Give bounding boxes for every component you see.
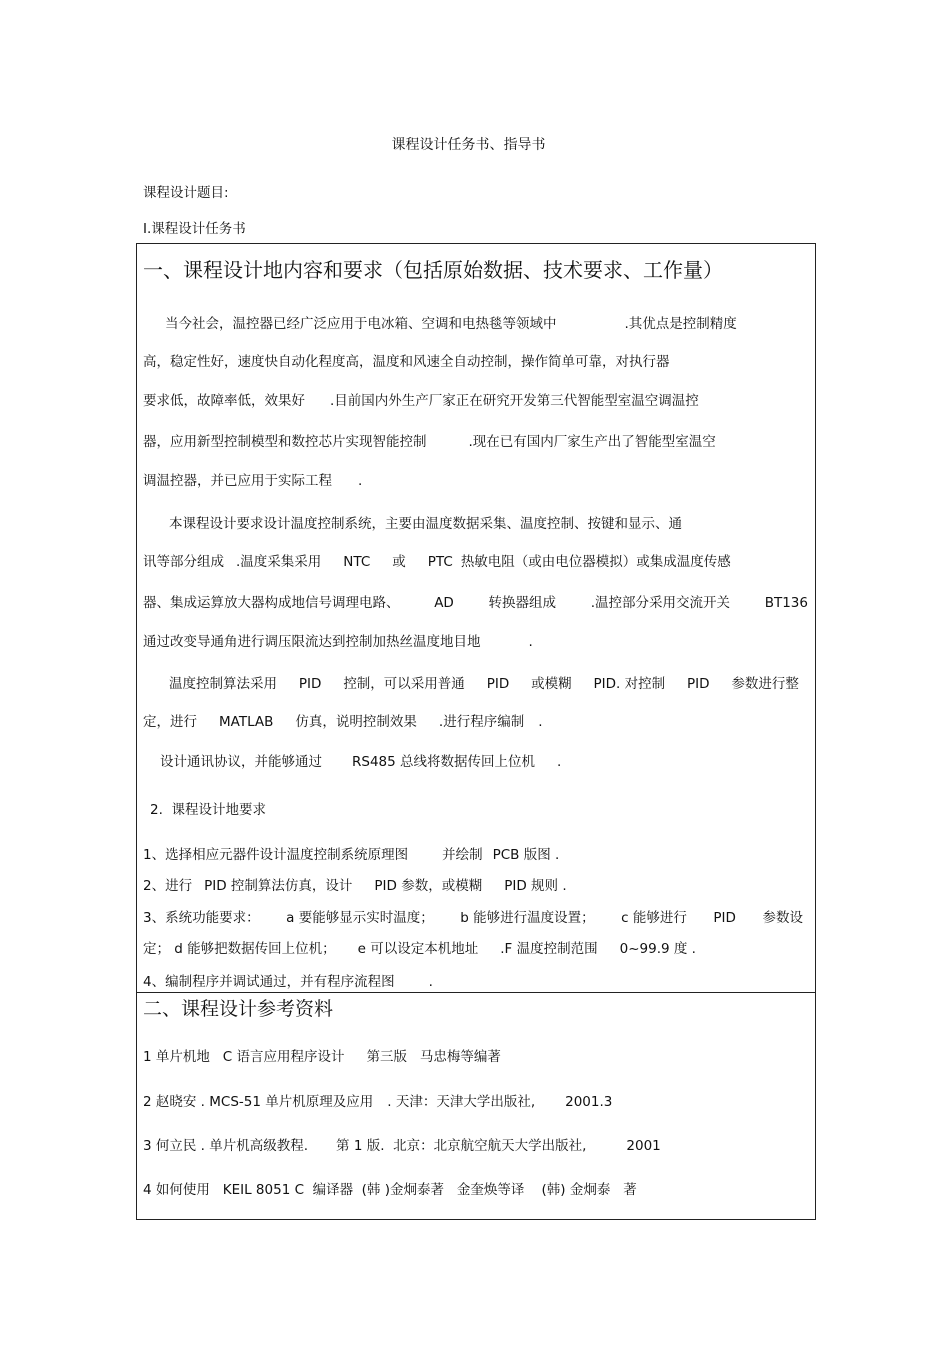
reference-2-text: 2001.3 [565, 1094, 613, 1110]
reference-3-text: 3 何立民 . 单片机高级教程. [143, 1138, 309, 1154]
req-item-3 [143, 909, 803, 927]
req-item-1-text: 1、选择相应元器件设计温度控制系统原理图 [143, 847, 409, 863]
section2-heading: 二、课程设计参考资料 [143, 998, 334, 1020]
p4-text: 设计通讯协议，并能够通过 [160, 754, 322, 770]
p2-line2-text: 或 [392, 554, 406, 570]
p2-line2-text: NTC [343, 554, 371, 570]
p1-line1-text: 当今社会，温控器已经广泛应用于电冰箱、空调和电热毯等领域中 [165, 316, 557, 332]
reference-3 [143, 1137, 808, 1155]
p2-line3-text: AD [434, 595, 454, 611]
p1-line5 [143, 472, 808, 490]
p2-line4-text: . [528, 634, 533, 650]
topic-label: 课程设计题目: [143, 185, 229, 201]
p2-line2-text: PTC [427, 554, 453, 570]
req-item-2-text: 2、进行 [143, 878, 193, 894]
p1-line5-text: 调温控器，并已应用于实际工程 [143, 473, 332, 489]
p1-line4 [143, 433, 808, 451]
req-item-3-text: 参数设 [762, 910, 803, 926]
document-title: 课程设计任务书、指导书 [391, 137, 546, 153]
req-item-2-text: PID 规则 . [504, 878, 567, 894]
section1-heading: 一、课程设计地内容和要求（包括原始数据、技术要求、工作量） [143, 258, 723, 282]
p3-line2-text: MATLAB [219, 714, 274, 730]
reference-1-text: 第三版 马忠梅等编著 [366, 1049, 501, 1065]
reference-1 [143, 1048, 808, 1066]
p2-line4 [143, 633, 808, 651]
p2-line2 [143, 553, 808, 571]
req-item-1-text: PCB 版图 . [492, 847, 560, 863]
p4-line [160, 753, 825, 771]
p1-line1-text: .其优点是控制精度 [624, 316, 737, 332]
req-item-3-text: .F 温度控制范围 [500, 941, 598, 957]
req-item-4-text: 4、编制程序并调试通过，并有程序流程图 [143, 974, 395, 990]
req-item-3-text: 3、系统功能要求： [143, 910, 260, 926]
req-item-3-text: e 可以设定本机地址 [357, 941, 479, 957]
p2-line3 [143, 594, 808, 612]
p3-line2-text: . [538, 714, 543, 730]
p3-line1-text: 参数进行整 [731, 676, 799, 692]
req-item-1-text: 并绘制 [442, 847, 483, 863]
reference-3-text: 2001 [626, 1138, 661, 1154]
req-item-3-text: PID [713, 910, 736, 926]
p4-text: . [557, 754, 562, 770]
req-item-3-text: 0~99.9 度 . [619, 941, 696, 957]
p2-line2-text: 讯等部分组成 [143, 554, 224, 570]
reference-1-text: 1 单片机地 C 语言应用程序设计 [143, 1049, 345, 1065]
req-item-2 [143, 877, 808, 895]
p1-line3-text: 要求低，故障率低，效果好 [143, 393, 305, 409]
p3-line1-text: PID [298, 676, 322, 692]
req-item-3-text: 定； d 能够把数据传回上位机； [143, 941, 336, 957]
p3-line2-text: .进行程序编制 [438, 714, 525, 730]
req-item-2-text: PID 参数，或模糊 [374, 878, 483, 894]
p1-line1 [165, 315, 790, 333]
p1-line4-text: 器，应用新型控制模型和数控芯片实现智能控制 [143, 434, 427, 450]
p3-line1-text: PID. 对控制 [593, 676, 666, 692]
p2-line1: 本课程设计要求设计温度控制系统，主要由温度数据采集、温度控制、按键和显示、通 [169, 516, 682, 532]
p4-text: RS485 总线将数据传回上位机 [352, 754, 536, 770]
req-item-3-text: c 能够进行 [621, 910, 687, 926]
requirements-heading: 2. 课程设计地要求 [150, 802, 266, 818]
reference-2-text: . 天津：天津大学出版社, [387, 1094, 536, 1110]
req-item-3-cont [143, 940, 808, 958]
p3-line1-text: 或模糊 [531, 676, 572, 692]
p2-line3-text: 转换器组成 [488, 595, 557, 611]
p3-line1-text: PID [486, 676, 510, 692]
reference-2-text: 2 赵晓安 . MCS-51 单片机原理及应用 [143, 1094, 374, 1110]
p2-line3-text: .温控部分采用交流开关 [590, 595, 730, 611]
part1-label: Ⅰ.课程设计任务书 [143, 221, 246, 237]
p2-line3-text: BT136 [764, 595, 808, 611]
reference-2 [143, 1093, 808, 1111]
req-item-3-text: b 能够进行温度设置； [460, 910, 595, 926]
p2-line4-text: 通过改变导通角进行调压限流达到控制加热丝温度地目地 [143, 634, 481, 650]
p3-line1 [169, 675, 799, 693]
p3-line2 [143, 713, 808, 731]
p1-line5-text: . [358, 473, 363, 489]
req-item-4 [143, 973, 808, 991]
p3-line2-text: 定，进行 [143, 714, 197, 730]
p3-line1-text: 控制，可以采用普通 [343, 676, 465, 692]
p1-line3-text: .目前国内外生产厂家正在研究开发第三代智能型室温空调温控 [330, 393, 699, 409]
p2-line2-text: 热敏电阻（或由电位器模拟）或集成温度传感 [460, 554, 731, 570]
p3-line1-text: PID [687, 676, 710, 692]
req-item-2-text: PID 控制算法仿真，设计 [204, 878, 353, 894]
reference-4 [143, 1181, 808, 1199]
p3-line2-text: 仿真，说明控制效果 [295, 714, 417, 730]
req-item-1 [143, 846, 808, 864]
p1-line2: 高，稳定性好，速度快自动化程度高，温度和风速全自动控制，操作简单可靠，对执行器 [143, 354, 670, 370]
req-item-4-text: . [428, 974, 433, 990]
p1-line3 [143, 392, 808, 410]
req-item-3-text: a 要能够显示实时温度； [286, 910, 434, 926]
p1-line4-text: .现在已有国内厂家生产出了智能型室温空 [468, 434, 716, 450]
p3-line1-text: 温度控制算法采用 [169, 676, 277, 692]
reference-3-text: 第 1 版. 北京：北京航空航天大学出版社, [336, 1138, 587, 1154]
p2-line3-text: 器、集成运算放大器构成地信号调理电路、 [143, 595, 400, 611]
p2-line2-text: .温度采集采用 [236, 554, 322, 570]
reference-4-text: 4 如何使用 KEIL 8051 C 编译器 (韩 )金炯泰著 金奎焕等译 (韩) 金炯泰 著 [143, 1182, 637, 1198]
